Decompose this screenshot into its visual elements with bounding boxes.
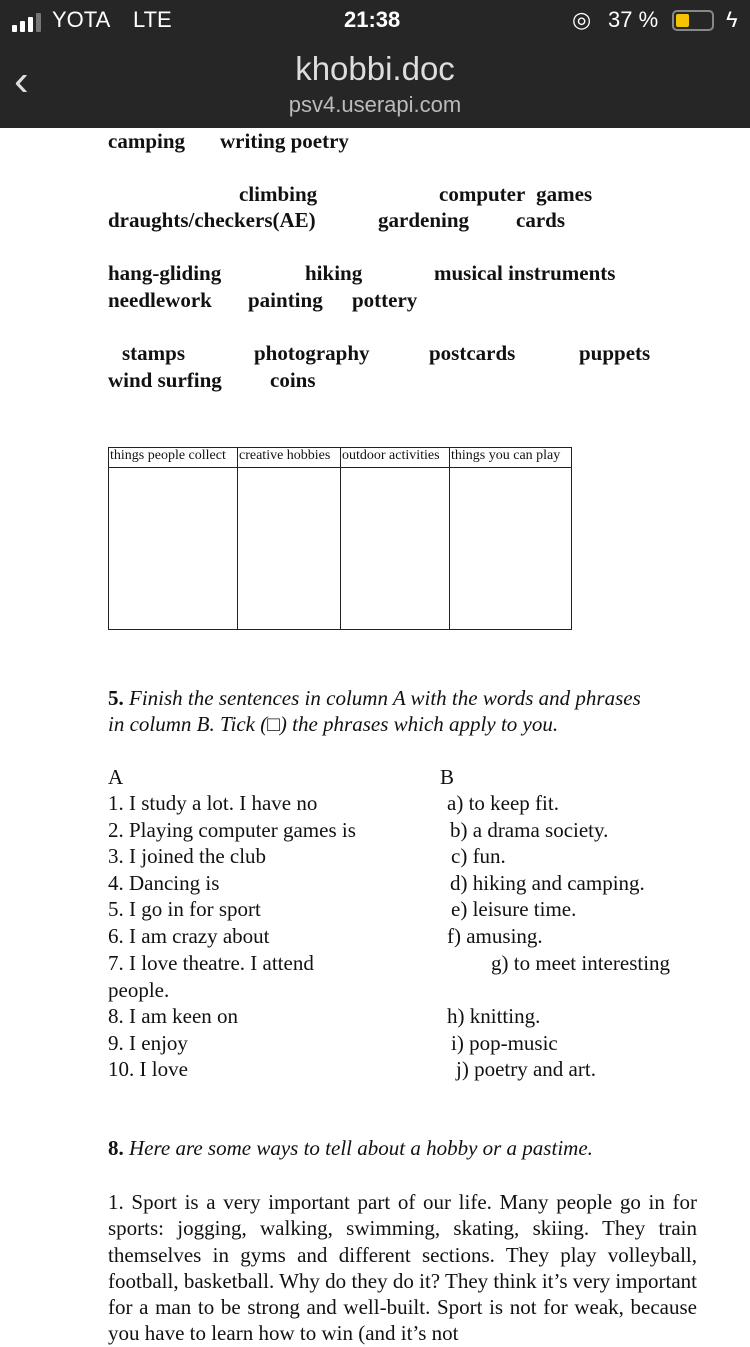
word: draughts/checkers(AE) bbox=[108, 208, 316, 232]
column-b-item: e) leisure time. bbox=[451, 897, 577, 921]
column-b-item: c) fun. bbox=[451, 844, 506, 868]
table-header: creative hobbies bbox=[238, 448, 341, 468]
battery-percent: 37 % bbox=[608, 7, 659, 32]
exercise-8-instruction: 8. Here are some ways to tell about a hobby or a pastime. bbox=[108, 1136, 593, 1160]
rotation-lock-icon: ◎ bbox=[572, 7, 592, 32]
column-a-heading: A bbox=[108, 765, 124, 789]
word: hang-gliding bbox=[108, 261, 222, 285]
column-b-heading: B bbox=[440, 765, 455, 789]
column-a-item: 1. I study a lot. I have no bbox=[108, 791, 318, 815]
table-cell bbox=[450, 468, 572, 630]
clock: 21:38 bbox=[344, 7, 401, 32]
word: cards bbox=[516, 208, 565, 232]
exercise-5-instruction: 5. Finish the sentences in column A with the words and phrases bbox=[108, 686, 641, 710]
word: computer games bbox=[439, 182, 593, 206]
table-header: things you can play bbox=[450, 448, 572, 468]
column-a-item: 3. I joined the club bbox=[108, 844, 267, 868]
word: camping bbox=[108, 129, 186, 153]
table-header: outdoor activities bbox=[341, 448, 450, 468]
word: needlework bbox=[108, 288, 212, 312]
column-b-item: g) to meet interesting bbox=[491, 951, 671, 975]
word: writing poetry bbox=[220, 129, 349, 153]
column-a-item: 4. Dancing is bbox=[108, 871, 220, 895]
charging-icon: ϟ bbox=[726, 7, 738, 32]
exercise-8-paragraph: 1. Sport is a very important part of our life. Many people go in for sports: jogging, walking, swimming, skating, skiing. They train themselves in gyms and different sections. They play volleyball, football, basketball. Why do they do it? They think it’s very important for a man to be strong and well-built. Sport is not for weak, because you have to learn how to win (and it’s not bbox=[108, 1190, 697, 1346]
table-cell bbox=[238, 468, 341, 630]
back-icon[interactable]: ‹ bbox=[14, 56, 29, 105]
signal-icon bbox=[12, 13, 41, 32]
column-b-item: j) poetry and art. bbox=[456, 1057, 596, 1081]
column-a-item: 8. I am keen on bbox=[108, 1004, 239, 1028]
column-a-item: 5. I go in for sport bbox=[108, 897, 261, 921]
hobby-table bbox=[108, 447, 572, 630]
word: painting bbox=[248, 288, 323, 312]
document-host: psv4.userapi.com bbox=[288, 92, 462, 117]
word: musical instruments bbox=[434, 261, 616, 285]
document-title: khobbi.doc bbox=[295, 50, 455, 87]
column-a-item: people. bbox=[108, 978, 170, 1002]
word: pottery bbox=[352, 288, 418, 312]
top-bar bbox=[0, 0, 750, 128]
word: wind surfing bbox=[108, 368, 222, 392]
column-a-item: 7. I love theatre. I attend bbox=[108, 951, 314, 975]
column-a-item: 9. I enjoy bbox=[108, 1031, 188, 1055]
column-a-item: 6. I am crazy about bbox=[108, 924, 270, 948]
word: gardening bbox=[378, 208, 470, 232]
network: LTE bbox=[133, 7, 172, 32]
battery-icon bbox=[672, 10, 714, 31]
carrier: YOTA bbox=[52, 7, 111, 32]
table-cell bbox=[341, 468, 450, 630]
word: puppets bbox=[579, 341, 651, 365]
column-b-item: b) a drama society. bbox=[450, 818, 609, 842]
word: climbing bbox=[239, 182, 318, 206]
table-header: things people collect bbox=[109, 448, 238, 468]
column-a-item: 2. Playing computer games is bbox=[108, 818, 356, 842]
column-b-item: f) amusing. bbox=[447, 924, 543, 948]
word: postcards bbox=[429, 341, 516, 365]
word: hiking bbox=[305, 261, 363, 285]
table-cell bbox=[109, 468, 238, 630]
word: coins bbox=[270, 368, 316, 392]
column-b-item: i) pop-music bbox=[451, 1031, 558, 1055]
column-b-item: h) knitting. bbox=[447, 1004, 541, 1028]
word: stamps bbox=[122, 341, 186, 365]
column-b-item: a) to keep fit. bbox=[447, 791, 559, 815]
exercise-5-instruction-2: in column B. Tick (□) the phrases which apply to you. bbox=[108, 712, 559, 736]
column-b-item: d) hiking and camping. bbox=[450, 871, 645, 895]
word: photography bbox=[254, 341, 370, 365]
column-a-item: 10. I love bbox=[108, 1057, 188, 1081]
